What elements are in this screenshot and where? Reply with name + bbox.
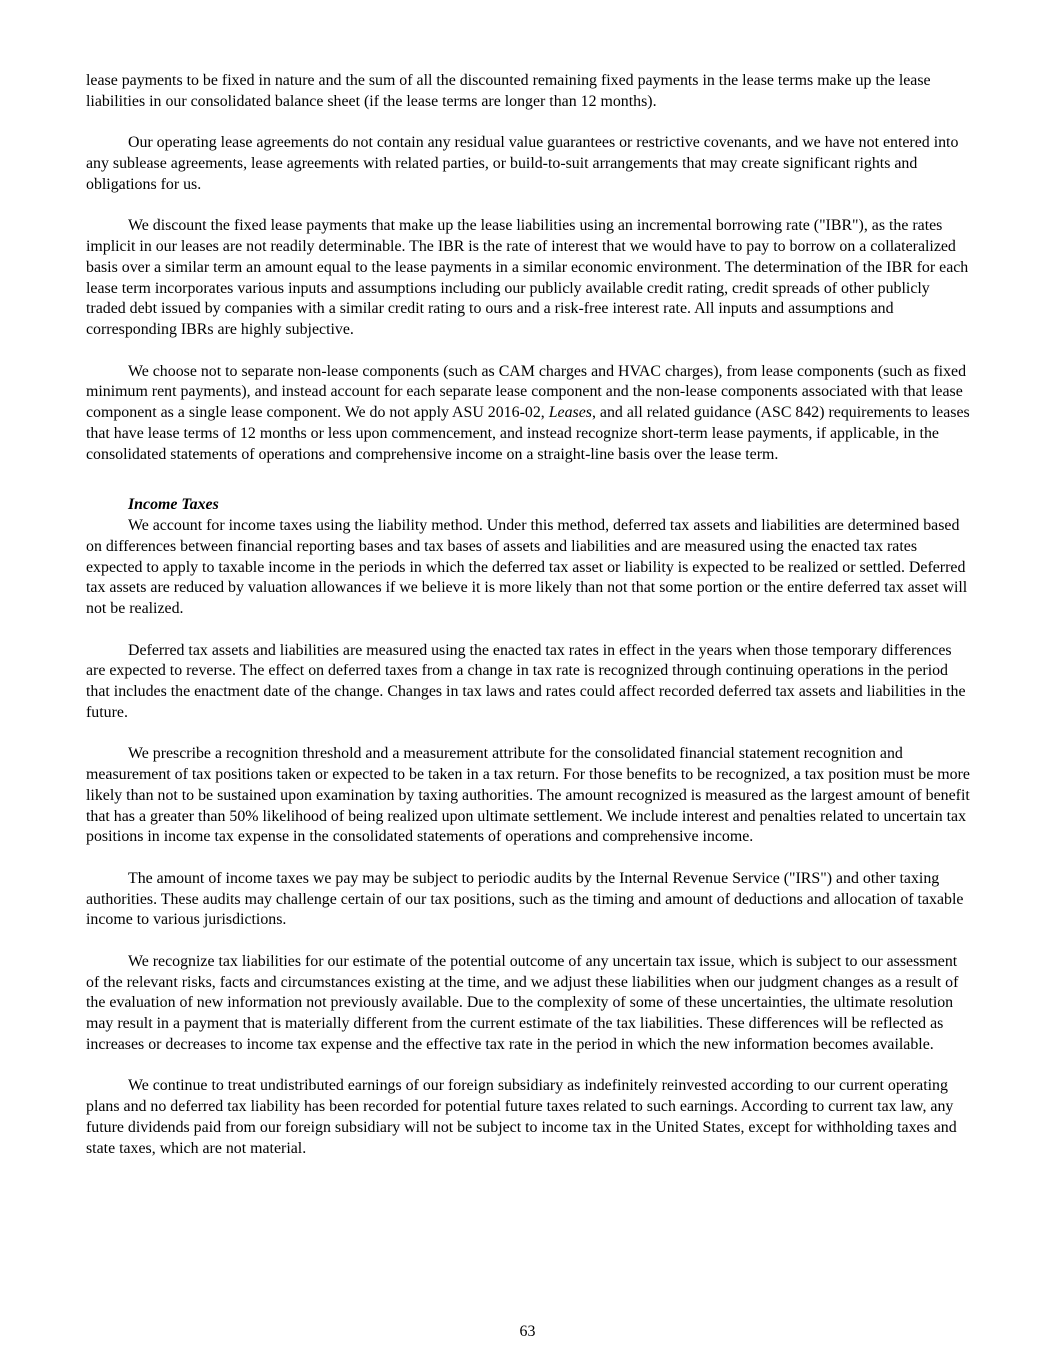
- non-lease-text-after-italic: , and all related guidance (ASC 842) requirements to leases that have lease terms of 12 months or less upon commencement, and instead recognize short-term lease payments, if applicable, in the consolidated statements of operations and comprehensive income on a straight-line basis over the lease term.: [86, 404, 970, 463]
- leases-italic-term: Leases: [548, 404, 592, 421]
- income-taxes-heading: Income Taxes: [128, 496, 219, 514]
- uncertain-tax-liabilities-paragraph: We recognize tax liabilities for our estimate of the potential outcome of any uncertain tax issue, which is subject to our assessment of the relevant risks, facts and circumstances existing at the time, and we adjust these liabilities when our judgment changes as a result of the evaluation of new information not previously available. Due to the complexity of some of these uncertainties, the ultimate resolution may result in a payment that is materially different from the current estimate of the tax liabilities. These differences will be reflected as increases or decreases to income tax expense and the effective tax rate in the period in which the new information becomes available.: [86, 952, 959, 1053]
- non-lease-components-paragraph: [86, 362, 972, 466]
- foreign-subsidiary-earnings-paragraph: We continue to treat undistributed earnings of our foreign subsidiary as indefinitely reinvested according to our current operating plans and no deferred tax liability has been recorded for potential future taxes related to such earnings. According to current tax law, any future dividends paid from our foreign subsidiary will not be subject to income tax in the United States, except for withholding taxes and state taxes, which are not material.: [86, 1077, 957, 1157]
- lease-payments-paragraph: lease payments to be fixed in nature and the sum of all the discounted remaining fixed payments in the lease terms make up the lease liabilities in our consolidated balance sheet (if the lease terms are longer than 12 months).: [86, 72, 931, 110]
- recognition-threshold-paragraph: We prescribe a recognition threshold and a measurement attribute for the consolidated financial statement recognition and measurement of tax positions taken or expected to be taken in a tax return. For those benefits to be recognized, a tax position must be more likely than not to be sustained upon examination by taxing authorities. The amount recognized is measured as the largest amount of benefit that has a greater than 50% likelihood of being realized upon ultimate settlement. We include interest and penalties related to uncertain tax positions in income tax expense in the consolidated statements of operations and comprehensive income.: [86, 745, 970, 846]
- enacted-tax-rates-paragraph: Deferred tax assets and liabilities are measured using the enacted tax rates in effect in the years when those temporary differences are expected to reverse. The effect on deferred taxes from a change in tax rate is recognized through continuing operations in the period that includes the enactment date of the change. Changes in tax laws and rates could affect recorded deferred tax assets and liabilities in the future.: [86, 641, 966, 721]
- liability-method-paragraph: We account for income taxes using the liability method. Under this method, deferred tax assets and liabilities are determined based on differences between financial reporting bases and tax bases of assets and liabilities and are measured using the enacted tax rates expected to apply to taxable income in the periods in which the deferred tax asset or liability is expected to be realized or settled. Deferred tax assets are reduced by valuation allowances if we believe it is more likely than not that some portion or the entire deferred tax asset will not be realized.: [86, 517, 968, 617]
- ibr-paragraph: We discount the fixed lease payments that make up the lease liabilities using an incremental borrowing rate ("IBR"), as the rates implicit in our leases are not readily determinable. The IBR is the rate of interest that we would have to pay to borrow on a collateralized basis over a similar term an amount equal to the lease payments in a similar economic environment. The determination of the IBR for each lease term incorporates various inputs and assumptions including our publicly available credit rating, credit spreads of other publicly traded debt issued by companies with a similar credit rating to ours and a risk-free interest rate. All inputs and assumptions and corresponding IBRs are highly subjective.: [86, 217, 969, 338]
- irs-audits-paragraph: The amount of income taxes we pay may be subject to periodic audits by the Internal Revenue Service ("IRS") and other taxing authorities. These audits may challenge certain of our tax positions, such as the timing and amount of deductions and allocation of taxable income to various jurisdictions.: [86, 869, 964, 929]
- non-lease-text-before-italic: We choose not to separate non-lease components (such as CAM charges and HVAC charges), from lease components (such as fixed minimum rent payments), and instead account for each separate lease component and the non-lease components associated with that lease component as a single lease component. We do not apply ASU 2016-02,: [86, 362, 967, 421]
- page-number: 63: [519, 1323, 536, 1340]
- residual-value-paragraph: Our operating lease agreements do not contain any residual value guarantees or restrictive covenants, and we have not entered into any sublease agreements, lease agreements with related parties, or build-to-suit arrangements that may create significant rights and obligations for us.: [86, 134, 959, 193]
- document-page: [86, 71, 972, 1159]
